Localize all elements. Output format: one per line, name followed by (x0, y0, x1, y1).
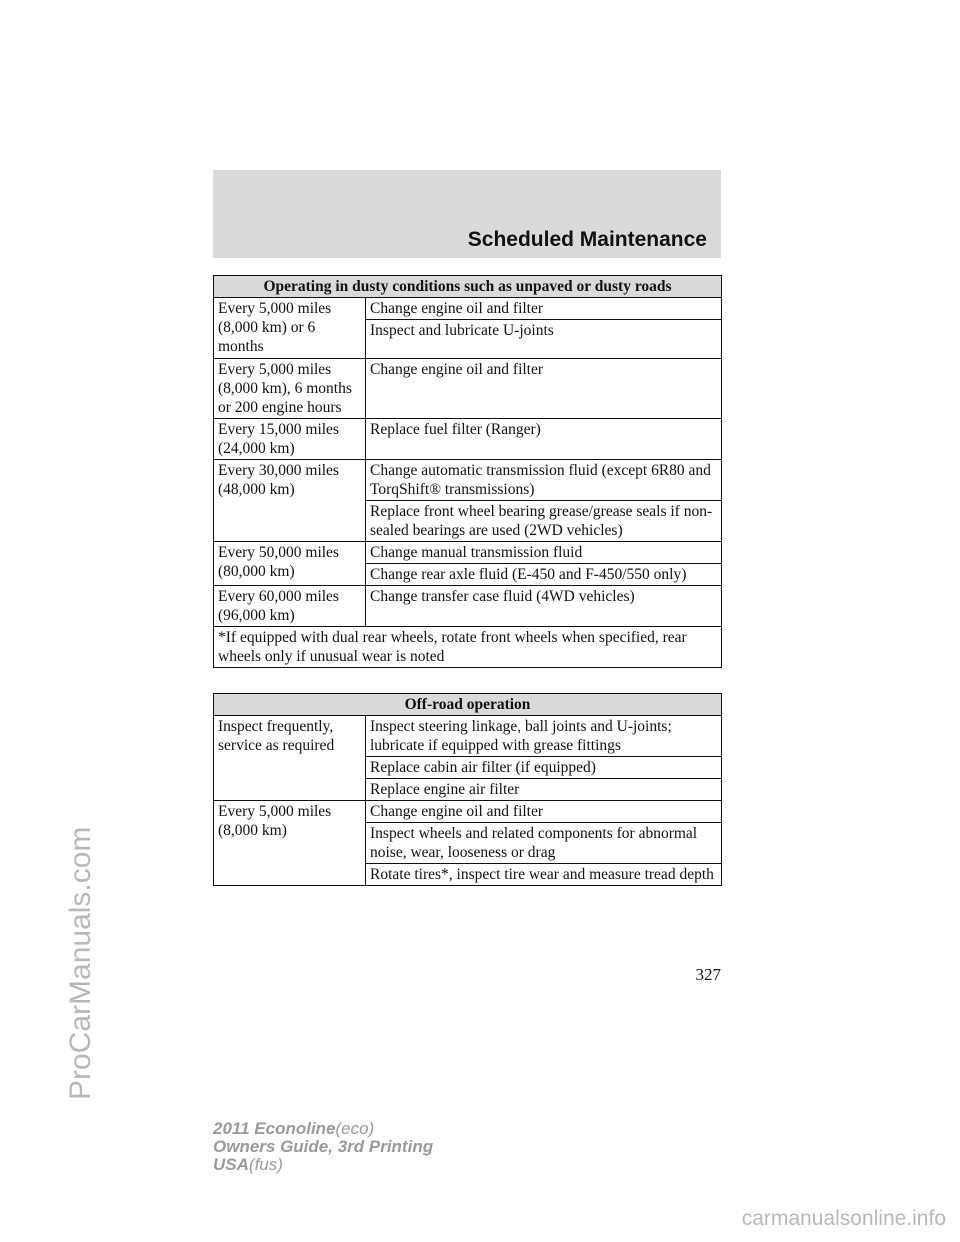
table-row (214, 460, 722, 501)
footer-line-3 (213, 1156, 433, 1174)
table-header-row (214, 276, 722, 298)
document-footer (213, 1120, 433, 1174)
table-row (214, 586, 722, 627)
footer-line-1 (213, 1120, 433, 1138)
task-cell: Rotate tires*, inspect tire wear and measure tread depth (366, 864, 722, 886)
task-cell: Change transfer case fluid (4WD vehicles) (366, 586, 722, 627)
page-number: 327 (695, 965, 721, 984)
task-cell: Replace engine air filter (366, 779, 722, 801)
dusty-conditions-table (213, 275, 722, 668)
footer-edition: Owners Guide, 3rd Printing (213, 1137, 434, 1156)
bottom-watermark: carmanualsonline.info (741, 1207, 946, 1230)
task-cell: Inspect steering linkage, ball joints and U-joints; lubricate if equipped with grease fittings (366, 716, 722, 757)
table-title: Off-road operation (214, 694, 722, 716)
task-cell: Replace front wheel bearing grease/grease seals if non-sealed bearings are used (2WD vehicles) (366, 501, 722, 542)
task-cell: Change rear axle fluid (E-450 and F-450/550 only) (366, 564, 722, 586)
interval-cell: Every 5,000 miles (8,000 km) or 6 months (214, 298, 366, 359)
table-row (214, 298, 722, 320)
interval-cell: Every 50,000 miles (80,000 km) (214, 542, 366, 586)
task-cell: Replace fuel filter (Ranger) (366, 419, 722, 460)
table-header-row (214, 694, 722, 716)
interval-cell: Every 5,000 miles (8,000 km) (214, 801, 366, 886)
offroad-table (213, 693, 722, 886)
interval-cell: Inspect frequently, service as required (214, 716, 366, 801)
table-row (214, 419, 722, 460)
page-title: Scheduled Maintenance (467, 228, 707, 251)
table-row (214, 801, 722, 823)
footer-line-2 (213, 1138, 433, 1156)
table-row (214, 627, 722, 668)
footer-model: 2011 Econoline (213, 1119, 336, 1138)
side-watermark-text: ProCarManuals.com (64, 826, 97, 1100)
table-title: Operating in dusty conditions such as unpaved or dusty roads (214, 276, 722, 298)
task-cell: Change engine oil and filter (366, 298, 722, 320)
interval-cell: Every 60,000 miles (96,000 km) (214, 586, 366, 627)
task-cell: Change manual transmission fluid (366, 542, 722, 564)
task-cell: Inspect wheels and related components for abnormal noise, wear, looseness or drag (366, 823, 722, 864)
interval-cell: Every 30,000 miles (48,000 km) (214, 460, 366, 542)
task-cell: Change engine oil and filter (366, 801, 722, 823)
task-cell: Inspect and lubricate U-joints (366, 320, 722, 359)
footer-model-code: (eco) (335, 1119, 375, 1138)
side-watermark (14, 540, 97, 1100)
interval-cell: Every 15,000 miles (24,000 km) (214, 419, 366, 460)
table-row (214, 542, 722, 564)
table-row (214, 716, 722, 757)
footer-market: USA (213, 1155, 249, 1174)
footnote-cell: *If equipped with dual rear wheels, rotate front wheels when specified, rear wheels only if unusual wear is noted (214, 627, 722, 668)
table-row (214, 359, 722, 419)
task-cell: Replace cabin air filter (if equipped) (366, 757, 722, 779)
interval-cell: Every 5,000 miles (8,000 km), 6 months or 200 engine hours (214, 359, 366, 419)
task-cell: Change engine oil and filter (366, 359, 722, 419)
section-header-band (213, 170, 721, 258)
footer-market-code: (fus) (248, 1155, 283, 1174)
task-cell: Change automatic transmission fluid (except 6R80 and TorqShift® transmissions) (366, 460, 722, 501)
